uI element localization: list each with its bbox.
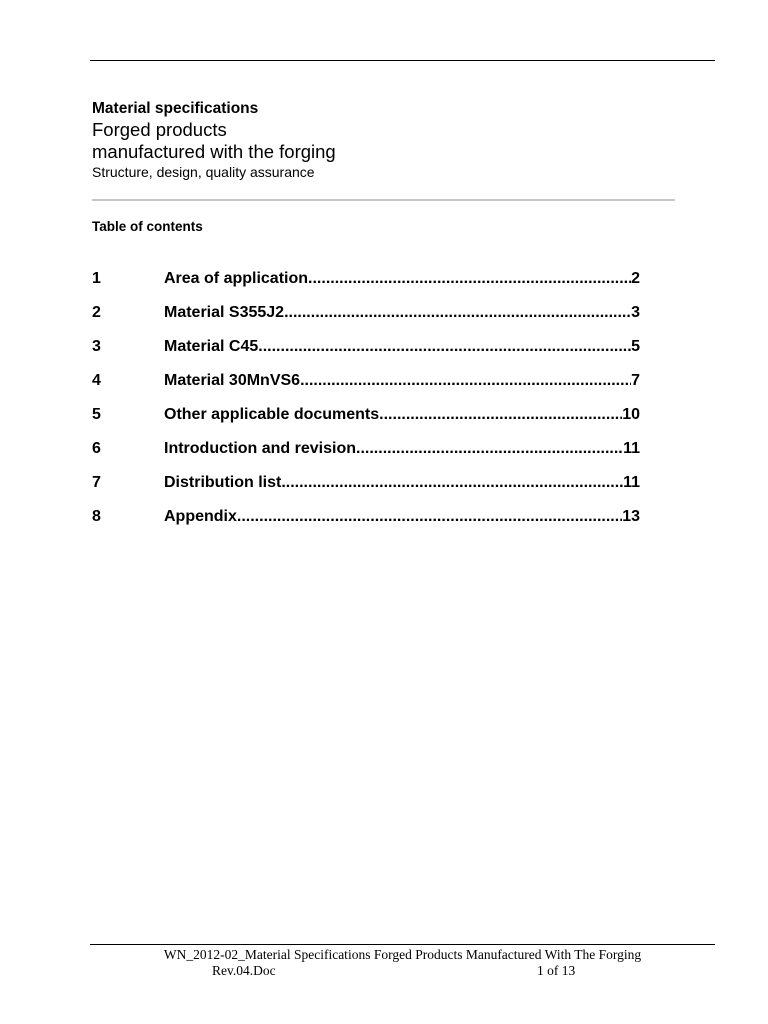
toc-entry-title: Material 30MnVS6 — [164, 372, 301, 389]
toc-entry-number: 7 — [92, 474, 101, 491]
toc-dot-leader — [281, 472, 623, 494]
toc-dot-leader — [300, 370, 631, 392]
toc-entry-title: Other applicable documents — [164, 406, 380, 423]
toc-entry-number: 4 — [92, 372, 101, 389]
toc-entry-number: 3 — [92, 338, 101, 355]
toc-dot-leader — [237, 506, 622, 528]
toc-entry-page: 7 — [631, 372, 640, 389]
footer-rule — [90, 944, 715, 945]
toc-heading: Table of contents — [92, 219, 203, 234]
toc-entry-number: 8 — [92, 508, 101, 525]
toc-dot-leader — [379, 404, 622, 426]
toc-entry-title: Appendix — [164, 508, 237, 525]
toc-entry-1[interactable] — [92, 268, 642, 302]
toc-entry-4[interactable] — [92, 370, 642, 404]
toc-entry-page: 3 — [631, 304, 640, 321]
toc-dot-leader — [308, 268, 631, 290]
toc-entry-2[interactable] — [92, 302, 642, 336]
toc-entry-3[interactable] — [92, 336, 642, 370]
toc-dot-leader — [284, 302, 631, 324]
toc-dot-leader — [356, 438, 623, 460]
document-title-line-2: manufactured with the forging — [92, 141, 336, 162]
footer-filename: WN_2012-02_Material Specifications Forged Products Manufactured With The Forging — [163, 947, 642, 962]
toc-entry-title: Introduction and revision — [164, 440, 357, 457]
toc-entry-page: 11 — [623, 440, 640, 457]
document-title-line-1: Forged products — [92, 119, 227, 140]
toc-entry-number: 5 — [92, 406, 101, 423]
toc-entry-page: 10 — [622, 406, 640, 423]
toc-entry-5[interactable] — [92, 404, 642, 438]
document-type: Material specifications — [92, 100, 259, 117]
toc-entry-page: 2 — [631, 270, 640, 287]
toc-entry-8[interactable] — [92, 506, 642, 540]
toc-list — [92, 268, 642, 540]
toc-entry-page: 13 — [622, 508, 640, 525]
toc-entry-number: 1 — [92, 270, 101, 287]
toc-entry-number: 6 — [92, 440, 101, 457]
footer-page-number: 1 of 13 — [537, 963, 576, 978]
document-footer — [90, 947, 715, 979]
document-header — [92, 99, 692, 181]
toc-entry-title: Material S355J2 — [164, 304, 285, 321]
toc-entry-7[interactable] — [92, 472, 642, 506]
toc-entry-page: 5 — [631, 338, 640, 355]
footer-revision: Rev.04.Doc — [212, 963, 276, 978]
toc-entry-title: Area of application — [164, 270, 309, 287]
document-subtitle: Structure, design, quality assurance — [92, 164, 315, 180]
header-rule — [90, 60, 715, 61]
toc-entry-6[interactable] — [92, 438, 642, 472]
toc-entry-page: 11 — [623, 474, 640, 491]
toc-entry-number: 2 — [92, 304, 101, 321]
toc-entry-title: Material C45 — [164, 338, 259, 355]
toc-dot-leader — [258, 336, 631, 358]
section-divider — [92, 199, 675, 201]
toc-entry-title: Distribution list — [164, 474, 282, 491]
